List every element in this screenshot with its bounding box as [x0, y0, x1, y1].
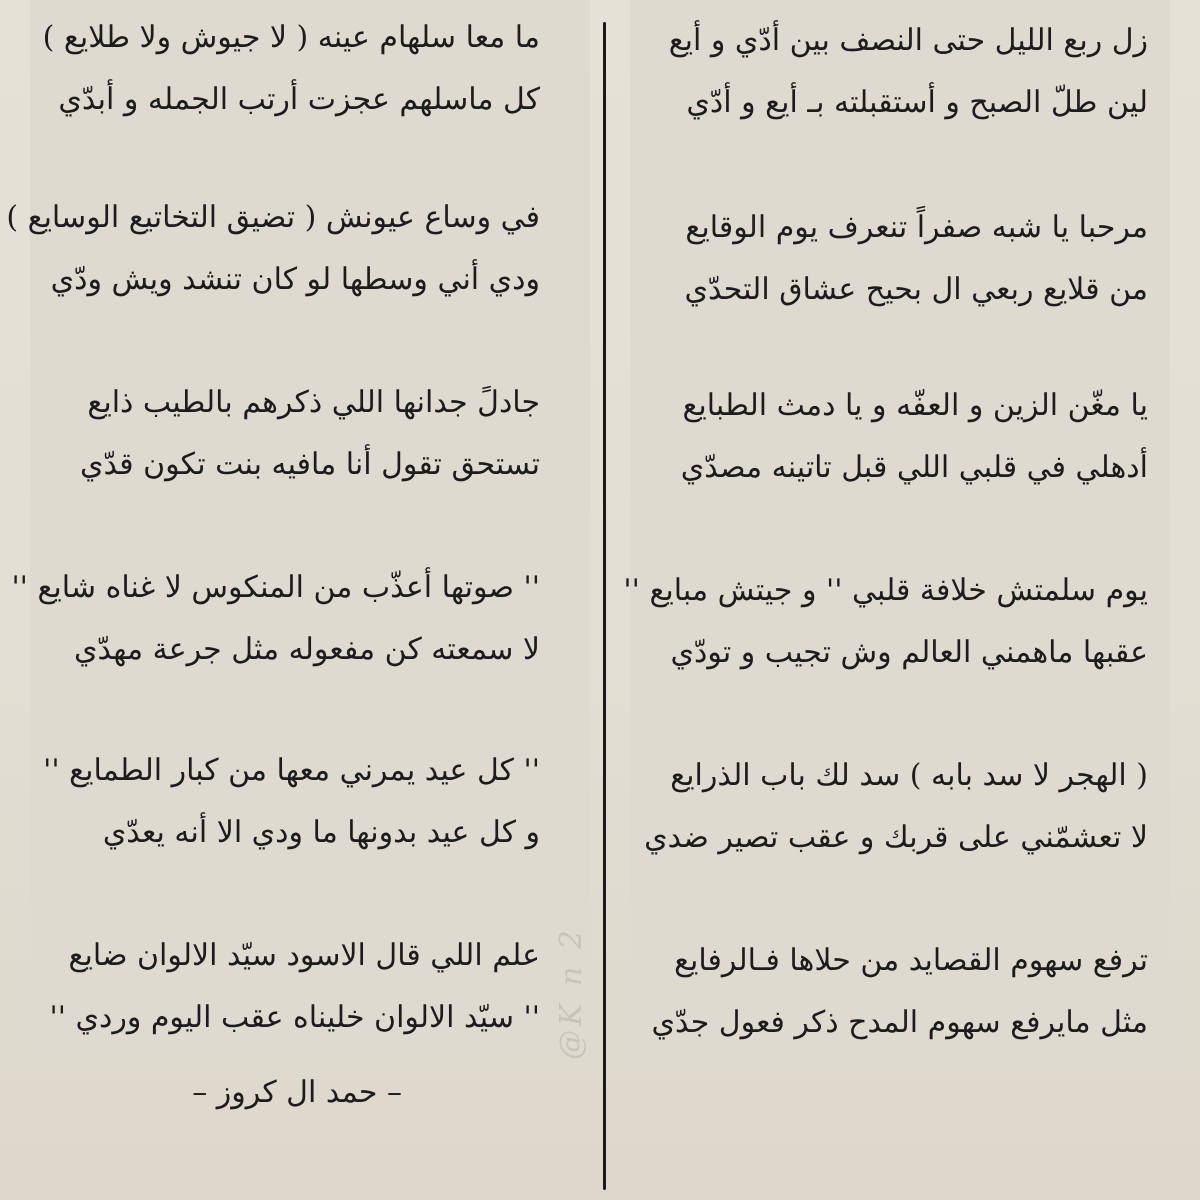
stanza: [648, 375, 1148, 499]
stanza: [20, 372, 540, 496]
verse-line: مرحبا يا شبه صفراً تنعرف يوم الوقايع: [685, 210, 1148, 245]
verse-line: كل ماسلهم عجزت أرتب الجمله و أبدّي: [58, 82, 540, 117]
verse-line: يوم سلمتش خلافة قلبي '' و جيتش مبايع '': [623, 573, 1148, 608]
verse-line: ما معا سلهام عينه ( لا جيوش ولا طلايع ): [42, 20, 540, 55]
verse-line: '' كل عيد يمرني معها من كبار الطمايع '': [43, 753, 540, 788]
verse-line: في وساع عيونش ( تضيق التخاتيع الوسايع ): [6, 200, 540, 235]
verse-line: '' صوتها أعذّب من المنكوس لا غناه شايع '': [11, 570, 540, 605]
stanza: [623, 560, 1148, 684]
verse-line: أدهلي في قلبي اللي قبل تاتينه مصدّي: [680, 450, 1148, 485]
verse-line: و كل عيد بدونها ما ودي الا أنه يعدّي: [102, 815, 540, 850]
stanza: [11, 557, 540, 681]
verse-line: لين طلّ الصبح و أستقبلته بـ أيع و أدّي: [686, 85, 1148, 120]
column-divider: [603, 22, 606, 1190]
verse-line: جادلً جدانها اللي ذكرهم بالطيب ذايع: [87, 385, 540, 420]
poet-signature: – حمد ال كروز –: [192, 1075, 402, 1110]
stanza: [6, 187, 540, 311]
verse-line: تستحق تقول أنا مافيه بنت تكون قدّي: [80, 447, 540, 482]
verse-line: لا سمعته كن مفعوله مثل جرعة مهدّي: [73, 632, 540, 667]
verse-line: مثل مايرفع سهوم المدح ذكر فعول جدّي: [651, 1005, 1148, 1040]
stanza: [648, 930, 1148, 1054]
verse-line: زل ربع الليل حتى النصف بين أدّي و أيع: [668, 23, 1148, 58]
stanza: [20, 925, 540, 1049]
verse-line: ( الهجر لا سد بابه ) سد لك باب الذرايع: [670, 758, 1148, 793]
stanza: [648, 10, 1148, 134]
stanza: [20, 7, 540, 131]
verse-line: '' سيّد الالوان خليناه عقب اليوم وردي '': [49, 1000, 540, 1035]
verse-line: يا مغّن الزين و العفّه و يا دمث الطبايع: [682, 388, 1148, 423]
watermark: @K n 2: [554, 926, 589, 1060]
verse-line: لا تعشمّني على قربك و عقب تصير ضدي: [644, 820, 1148, 855]
verse-line: ودي أني وسطها لو كان تنشد ويش ودّي: [50, 262, 540, 297]
right-paper-panel: [623, 0, 1170, 1075]
verse-line: ترفع سهوم القصايد من حلاها فـالرفايع: [674, 943, 1148, 978]
left-paper-panel: [30, 0, 590, 1050]
stanza: [644, 745, 1148, 869]
verse-line: عقبها ماهمني العالم وش تجيب و تودّي: [670, 635, 1148, 670]
stanza: [648, 197, 1148, 321]
verse-line: من قلايع ربعي ال بحيح عشاق التحدّي: [684, 272, 1148, 307]
stanza: [20, 740, 540, 864]
verse-line: علم اللي قال الاسود سيّد الالوان ضايع: [68, 938, 540, 973]
